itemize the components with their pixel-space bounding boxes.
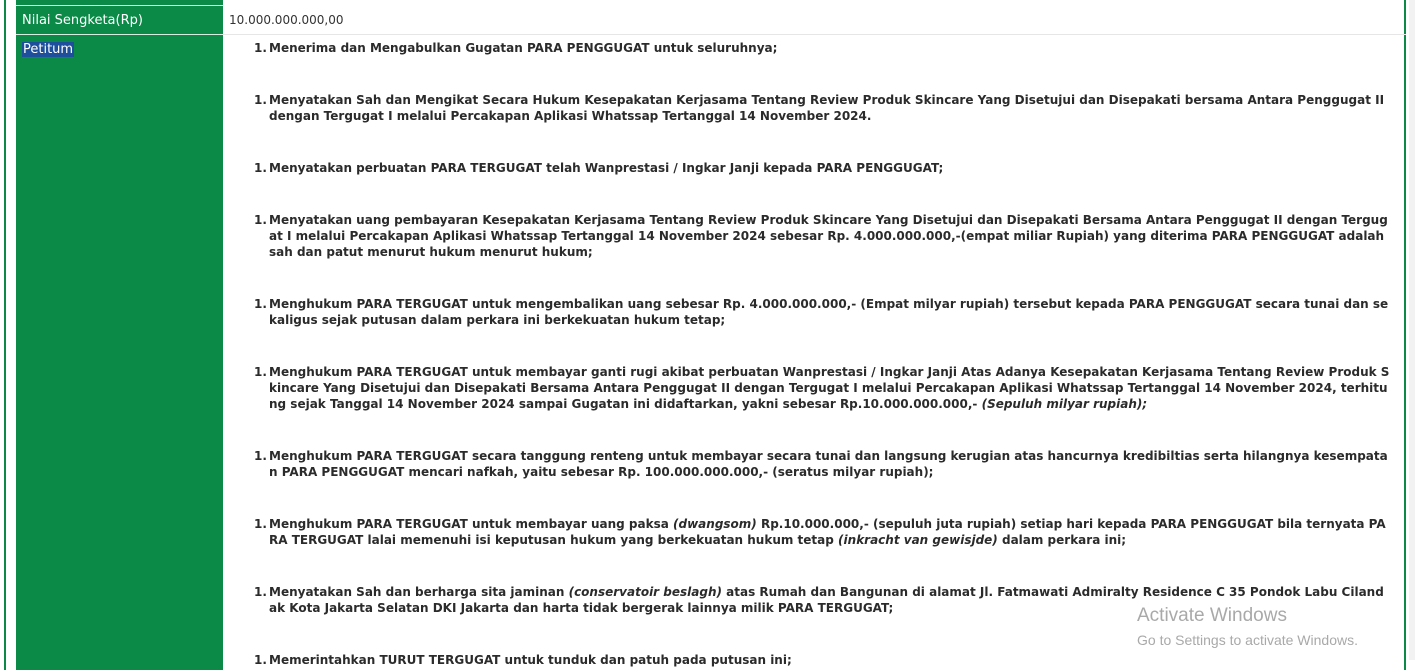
petitum-item: 1. Menghukum PARA TERGUGAT secara tanggung renteng untuk membayar secara tunai dan langsung kerugian atas hancurnya kredibiltias serta hilangnya kesempatan PARA PENGGUGAT mencari nafkah, yaitu sebesar Rp. 100.000.000.000,- (seratus milyar rupiah); [254,449,1388,479]
petitum-item: 1. Menghukum PARA TERGUGAT untuk mengembalikan uang sebesar Rp. 4.000.000.000,- (Empat milyar rupiah) tersebut kepada PARA PENGGUGAT secara tunai dan sekaligus sejak putusan dalam perkara ini berkekuatan hukum tetap; [254,297,1389,327]
petitum-item: 1. Memerintahkan TURUT TERGUGAT untuk tunduk dan patuh pada putusan ini; [254,653,792,667]
petitum-item: 1. Menghukum PARA TERGUGAT untuk membayar ganti rugi akibat perbuatan Wanprestasi / Ingkar Janji Atas Adanya Kesepakatan Kerjasama Tentang Review Produk Skincare Yang Disetujui dan Disepakati Bersama Antara Penggugat II dengan Tergugat I melalui Percakapan Aplikasi Whatssap Tertanggal 14 November 2024, terhitung sejak Tanggal 14 November 2024 sampai Gugatan ini didaftarkan, yakni sebesar Rp.10.000.000.000,- (Sepuluh milyar rupiah); [254,365,1390,411]
row-divider [16,5,223,6]
value-nilai-sengketa: 10.000.000.000,00 [229,13,344,27]
label-petitum-selected-text[interactable]: Petitum [23,42,74,57]
watermark-subtitle: Go to Settings to activate Windows. [1137,632,1358,648]
row-divider [223,34,1406,35]
label-petitum [22,42,74,57]
watermark-title: Activate Windows [1137,605,1287,626]
petitum-item: 1. Menghukum PARA TERGUGAT untuk membayar uang paksa (dwangsom) Rp.10.000.000,- (sepuluh juta rupiah) setiap hari kepada PARA PENGGUGAT bila ternyata PARA TERGUGAT lalai memenuhi isi keputusan hukum yang berkekuatan hukum tetap (inkracht van gewisjde) dalam perkara ini; [254,517,1386,547]
petitum-item: 1. Menyatakan Sah dan Mengikat Secara Hukum Kesepakatan Kerjasama Tentang Review Produk Skincare Yang Disetujui dan Disepakati bersama Antara Penggugat II dengan Tergugat I melalui Percakapan Aplikasi Whatssap Tertanggal 14 November 2024. [254,93,1385,123]
row-divider [16,34,223,35]
petitum-item: 1. Menyatakan perbuatan PARA TERGUGAT telah Wanprestasi / Ingkar Janji kepada PARA PENGGUGAT; [254,161,944,175]
label-column [16,0,223,670]
petitum-item: 1. Menyatakan uang pembayaran Kesepakatan Kerjasama Tentang Review Produk Skincare Yang Disetujui dan Disepakati Bersama Antara Penggugat II dengan Tergugat I melalui Percakapan Aplikasi Whatssap Tertanggal 14 November 2024 sebesar Rp. 4.000.000.000,-(empat miliar Rupiah) yang diterima PARA PENGGUGAT adalah sah dan patut menurut hukum menurut hukum; [254,213,1388,259]
petitum-item: 1. Menyatakan Sah dan berharga sita jaminan (conservatoir beslagh) atas Rumah dan Bangunan di alamat Jl. Fatmawati Admiralty Residence C 35 Pondok Labu Cilandak Kota Jakarta Selatan DKI Jakarta dan harta tidak bergerak lainnya milik PARA TERGUGAT; [254,585,1384,615]
page-scrollbar-track[interactable] [1409,0,1415,660]
petitum-item: 1. Menerima dan Mengabulkan Gugatan PARA PENGGUGAT untuk seluruhnya; [254,41,778,55]
label-nilai-sengketa: Nilai Sengketa(Rp) [22,13,143,28]
petitum-list [254,40,1391,668]
